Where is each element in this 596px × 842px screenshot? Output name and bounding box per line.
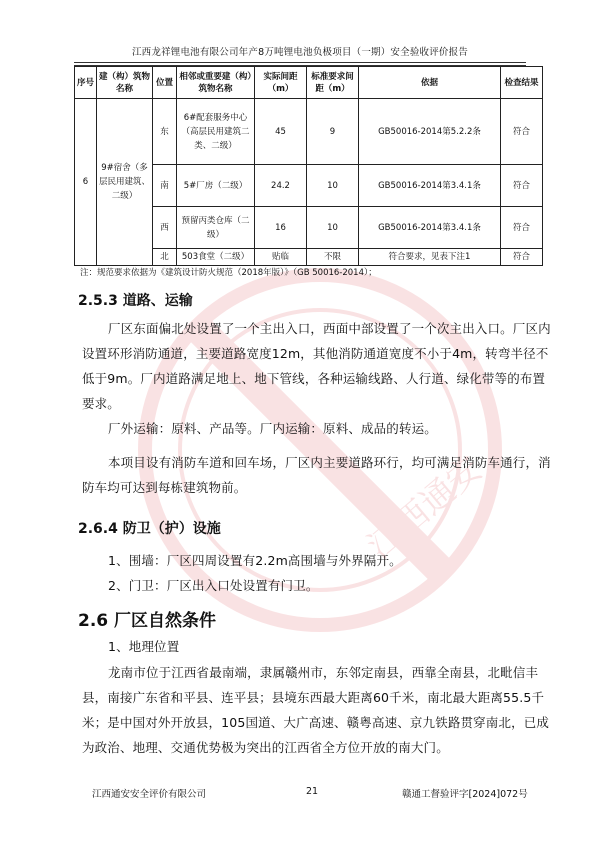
footer-docno: 赣通工督验评字[2024]072号 <box>402 789 528 800</box>
table-cell: 6#配套服务中心（高层民用建筑二类、二级） <box>177 99 255 165</box>
list-item: 2、门卫：厂区出入口处设置有门卫。 <box>108 578 319 593</box>
table-cell: 符合 <box>501 207 543 249</box>
table-cell: 符合 <box>501 249 543 266</box>
table-cell: GB50016-2014第5.2.2条 <box>359 99 501 165</box>
footer-company: 江西通安安全评价有限公司 <box>92 789 207 800</box>
table-cell: GB50016-2014第3.4.1条 <box>359 165 501 207</box>
paragraph: 厂外运输：原料、产品等。厂内运输：原料、成品的转运。 <box>108 421 437 436</box>
col-header: 标准要求间距（m） <box>307 67 359 99</box>
col-header: 检查结果 <box>501 67 543 99</box>
table-cell: 9 <box>307 99 359 165</box>
table-cell: 贴临 <box>255 249 307 266</box>
table-row <box>75 99 543 165</box>
table-cell: 北 <box>153 249 177 266</box>
table-cell: 符合 <box>501 99 543 165</box>
paragraph: 龙南市位于江西省最南端，隶属赣州市，东邻定南县，西靠全南县，北毗信丰县，南接广东省和平县、连平县；县境东西最大距离60千米，南北最大距离55.5千米；是中国对外开放县，105国道、大广高速、赣粤高速、京九铁路贯穿南北，已成为政治、地理、交通优势极为突出的江西省全方位开放的南大门。 <box>82 665 550 755</box>
table-cell: 5#厂房（二级） <box>177 165 255 207</box>
section-heading: 2.5.3 道路、运输 <box>78 293 193 309</box>
page-number: 21 <box>306 786 319 797</box>
table-cell: 6 <box>75 99 97 266</box>
table-cell: 16 <box>255 207 307 249</box>
col-header: 位置 <box>153 67 177 99</box>
col-header: 建（构）筑物名称 <box>97 67 153 99</box>
section-heading: 2.6.4 防卫（护）设施 <box>78 521 221 537</box>
spacing-table <box>74 66 543 266</box>
col-header: 相邻或重要建（构）筑物名称 <box>177 67 255 99</box>
table-cell: 10 <box>307 165 359 207</box>
paragraph: 本项目设有消防车道和回车场，厂区内主要道路环行，均可满足消防车通行，消防车均可达到每栋建筑物前。 <box>82 455 551 495</box>
col-header: 依据 <box>359 67 501 99</box>
table-cell: 西 <box>153 207 177 249</box>
table-cell: 东 <box>153 99 177 165</box>
table-cell: 10 <box>307 207 359 249</box>
table-cell: 符合要求，见表下注1 <box>359 249 501 266</box>
list-item: 1、围墙：厂区四周设置有2.2m高围墙与外界隔开。 <box>108 553 402 568</box>
table-cell: 符合 <box>501 165 543 207</box>
table-cell: 24.2 <box>255 165 307 207</box>
col-header: 实际间距（m） <box>255 67 307 99</box>
table-cell: 不限 <box>307 249 359 266</box>
table-cell: GB50016-2014第3.4.1条 <box>359 207 501 249</box>
table-cell: 南 <box>153 165 177 207</box>
table-cell: 预留丙类仓库（二级） <box>177 207 255 249</box>
table-cell: 45 <box>255 99 307 165</box>
col-header: 序号 <box>75 67 97 99</box>
page-header: 江西龙祥锂电池有限公司年产8万吨锂电池负极项目（一期）安全验收评价报告 <box>74 44 526 63</box>
svg-text:江西通安: 江西通安 <box>360 448 490 567</box>
section-heading: 2.6 厂区自然条件 <box>78 611 217 631</box>
table-note: 注：规范要求依据为《建筑设计防火规范（2018年版）》（GB 50016-2014）； <box>80 268 377 278</box>
table-cell: 503食堂（二级） <box>177 249 255 266</box>
paragraph: 厂区东面偏北处设置了一个主出入口，西面中部设置了一个次主出入口。厂区内设置环形消防通道，主要道路宽度12m，其他消防通道宽度不小于4m，转弯半径不低于9m。厂内道路满足地上、地下管线，各种运输线路、人行道、绿化带等的布置要求。 <box>82 321 551 411</box>
table-cell: 9#宿舍（多层民用建筑、二级） <box>97 99 153 266</box>
subheading: 1、地理位置 <box>108 639 180 654</box>
